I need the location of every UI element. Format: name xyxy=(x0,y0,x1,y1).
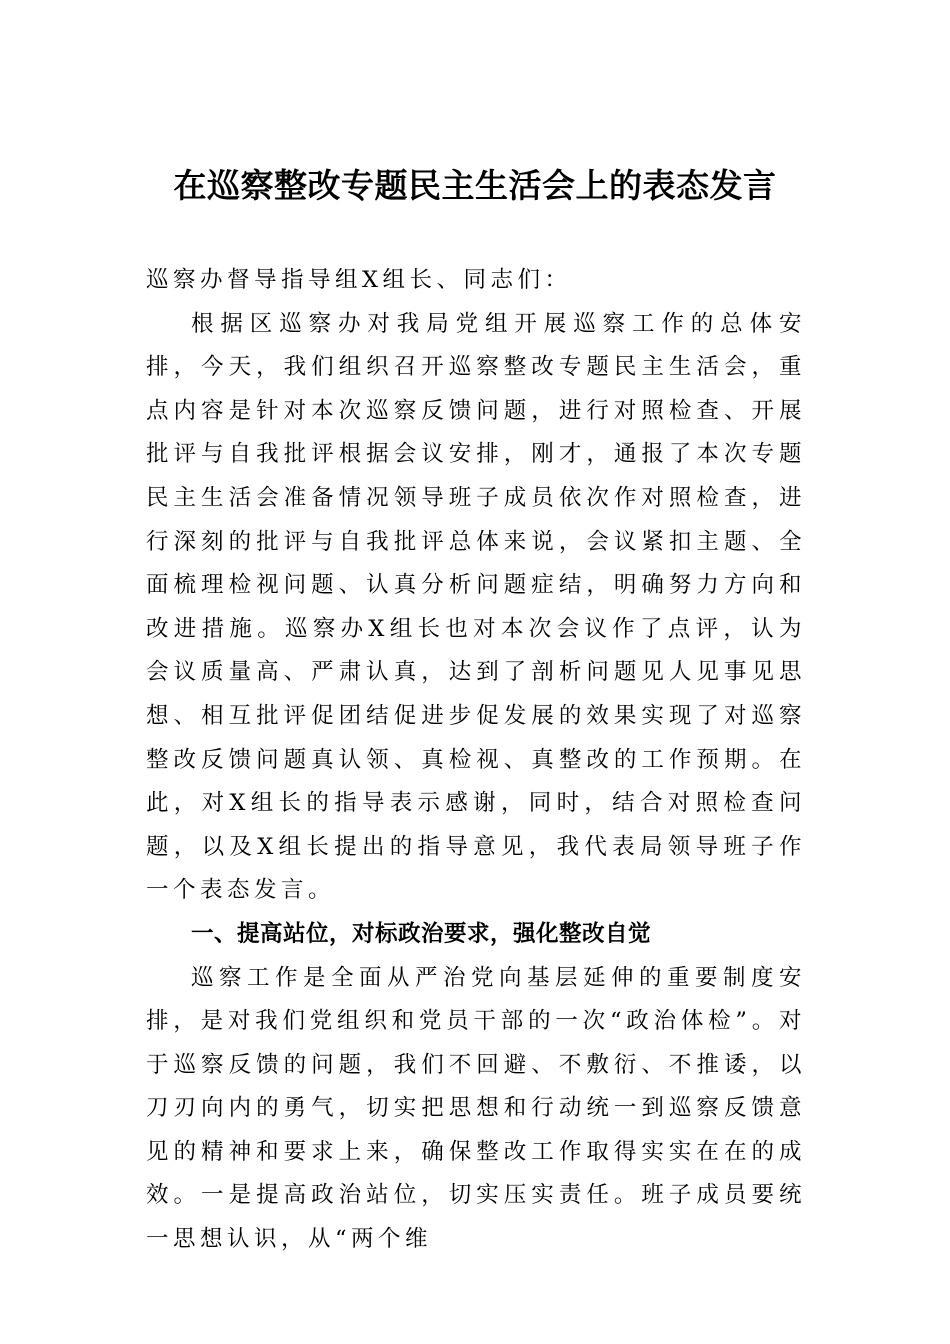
paragraph-intro: 根据区巡察办对我局党组开展巡察工作的总体安排，今天，我们组织召开巡察整改专题民主生活会，重点内容是针对本次巡察反馈问题，进行对照检查、开展批评与自我批评根据会议安排，刚才，通报了本次专题民主生活会准备情况领导班子成员依次作对照检查，进行深刻的批评与自我批评总体来说，会议紧扣主题、全面梳理检视问题、认真分析问题症结，明确努力方向和改进措施。巡察办X组长也对本次会议作了点评，认为会议质量高、严肃认真，达到了剖析问题见人见事见思想、相互批评促团结促进步促发展的效果实现了对巡察整改反馈问题真认领、真检视、真整改的工作预期。在此，对X组长的指导表示感谢，同时，结合对照检查问题，以及X组长提出的指导意见，我代表局领导班子作一个表态发言。 xyxy=(146,310,806,904)
section-heading-1: 一、提高站位，对标政治要求，强化整改自觉 xyxy=(191,920,652,947)
document-title: 在巡察整改专题民主生活会上的表态发言 xyxy=(173,166,777,205)
document-body xyxy=(146,259,806,1262)
paragraph-section-1: 巡察工作是全面从严治党向基层延伸的重要制度安排，是对我们党组织和党员干部的一次“政治体检”。对于巡察反馈的问题，我们不回避、不敷衍、不推诿，以刀刃向内的勇气，切实把思想和行动统一到巡察反馈意见的精神和要求上来，确保整改工作取得实实在在的成效。一是提高政治站位，切实压实责任。班子成员要统一思想认识，从“两个维 xyxy=(146,964,806,1253)
salutation: 巡察办督导指导组X组长、同志们： xyxy=(146,267,572,293)
